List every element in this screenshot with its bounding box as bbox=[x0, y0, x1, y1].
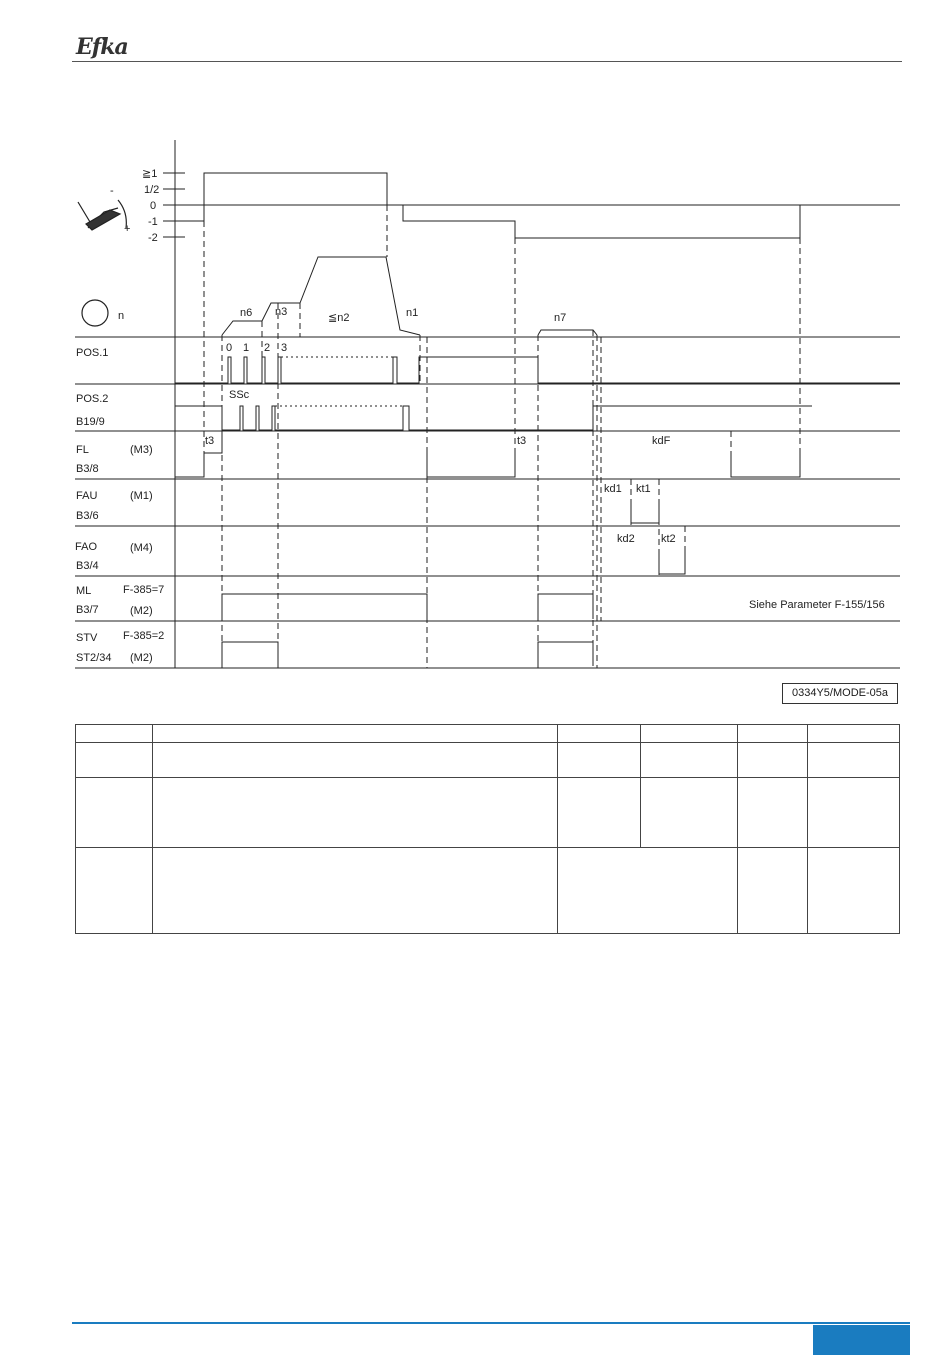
rotation-icon bbox=[82, 300, 108, 326]
table-row bbox=[76, 743, 900, 778]
table-cell bbox=[558, 725, 641, 743]
table-cell bbox=[558, 848, 738, 934]
row-label-ml: ML bbox=[76, 585, 92, 597]
row-mode-fao: (M4) bbox=[130, 542, 153, 554]
table-cell bbox=[76, 725, 153, 743]
row-sub-fao: B3/4 bbox=[76, 560, 99, 572]
speed-symbol: n bbox=[118, 310, 125, 322]
t3-label: t3 bbox=[517, 435, 527, 447]
pos1-mark: 2 bbox=[264, 342, 271, 354]
pedal-icon bbox=[78, 200, 126, 230]
pedal-level: 0 bbox=[150, 200, 157, 212]
table-cell bbox=[641, 725, 738, 743]
figure-reference: 0334Y5/MODE-05a bbox=[782, 683, 898, 704]
table-cell bbox=[738, 743, 808, 778]
table-row bbox=[76, 848, 900, 934]
pedal-level: -1 bbox=[148, 216, 158, 228]
row-sub-fau: B3/6 bbox=[76, 510, 99, 522]
footer-rule bbox=[72, 1322, 910, 1324]
table-cell bbox=[153, 848, 558, 934]
row-label-fao: FAO bbox=[75, 541, 98, 553]
row-sub-ml: B3/7 bbox=[76, 604, 99, 616]
ml-note: Siehe Parameter F-155/156 bbox=[749, 599, 885, 611]
table-cell bbox=[641, 778, 738, 848]
row-mode-fau: (M1) bbox=[130, 490, 153, 502]
pos1-mark: 1 bbox=[243, 342, 250, 354]
table-cell bbox=[808, 725, 900, 743]
speed-label-n1: n1 bbox=[406, 307, 419, 319]
pos1-mark: 3 bbox=[281, 342, 288, 354]
kd1-label: kd1 bbox=[604, 483, 622, 495]
kdf-label: kdF bbox=[652, 435, 671, 447]
pedal-level: -2 bbox=[148, 232, 158, 244]
table-cell bbox=[558, 778, 641, 848]
pedal-minus: - bbox=[110, 185, 114, 197]
speed-label-n6: n6 bbox=[240, 307, 253, 319]
page-number-tab bbox=[813, 1325, 910, 1355]
table-cell bbox=[558, 743, 641, 778]
kd2-label: kd2 bbox=[617, 533, 635, 545]
table-cell bbox=[76, 743, 153, 778]
row-mode-ml: (M2) bbox=[130, 605, 153, 617]
table-row bbox=[76, 725, 900, 743]
row-sub-stv: ST2/34 bbox=[76, 652, 112, 664]
row-label-stv: STV bbox=[76, 632, 98, 644]
t3-label: t3 bbox=[205, 435, 215, 447]
row-label-pos2: POS.2 bbox=[76, 393, 109, 405]
pos1-mark: 0 bbox=[226, 342, 233, 354]
table-cell bbox=[738, 778, 808, 848]
row-param-stv: F-385=2 bbox=[123, 630, 165, 642]
speed-label-n2: ≦n2 bbox=[328, 312, 350, 324]
row-label-pos1: POS.1 bbox=[76, 347, 109, 359]
table-row bbox=[76, 778, 900, 848]
row-mode-fl: (M3) bbox=[130, 444, 153, 456]
pedal-level: ≧1 bbox=[142, 168, 158, 180]
table-cell bbox=[808, 848, 900, 934]
table-cell bbox=[153, 725, 558, 743]
table-cell bbox=[808, 778, 900, 848]
pedal-plus: + bbox=[124, 223, 131, 235]
ssc-label: SSc bbox=[229, 389, 250, 401]
efka-logo: Efka bbox=[76, 34, 128, 60]
row-label-fau: FAU bbox=[76, 490, 98, 502]
parameter-table bbox=[75, 724, 900, 934]
row-sub-pos2: B19/9 bbox=[76, 416, 105, 428]
kt1-label: kt1 bbox=[636, 483, 651, 495]
table-cell bbox=[153, 743, 558, 778]
table-cell bbox=[76, 778, 153, 848]
speed-label-n3: n3 bbox=[275, 306, 288, 318]
table-cell bbox=[153, 778, 558, 848]
pedal-level: 1/2 bbox=[144, 184, 160, 196]
row-sub-fl: B3/8 bbox=[76, 463, 99, 475]
table-cell bbox=[808, 743, 900, 778]
kt2-label: kt2 bbox=[661, 533, 676, 545]
row-param-ml: F-385=7 bbox=[123, 584, 165, 596]
row-label-fl: FL bbox=[76, 444, 89, 456]
speed-label-n7: n7 bbox=[554, 312, 567, 324]
table-cell bbox=[76, 848, 153, 934]
table-cell bbox=[641, 743, 738, 778]
row-mode-stv: (M2) bbox=[130, 652, 153, 664]
table-cell bbox=[738, 725, 808, 743]
table-cell bbox=[738, 848, 808, 934]
